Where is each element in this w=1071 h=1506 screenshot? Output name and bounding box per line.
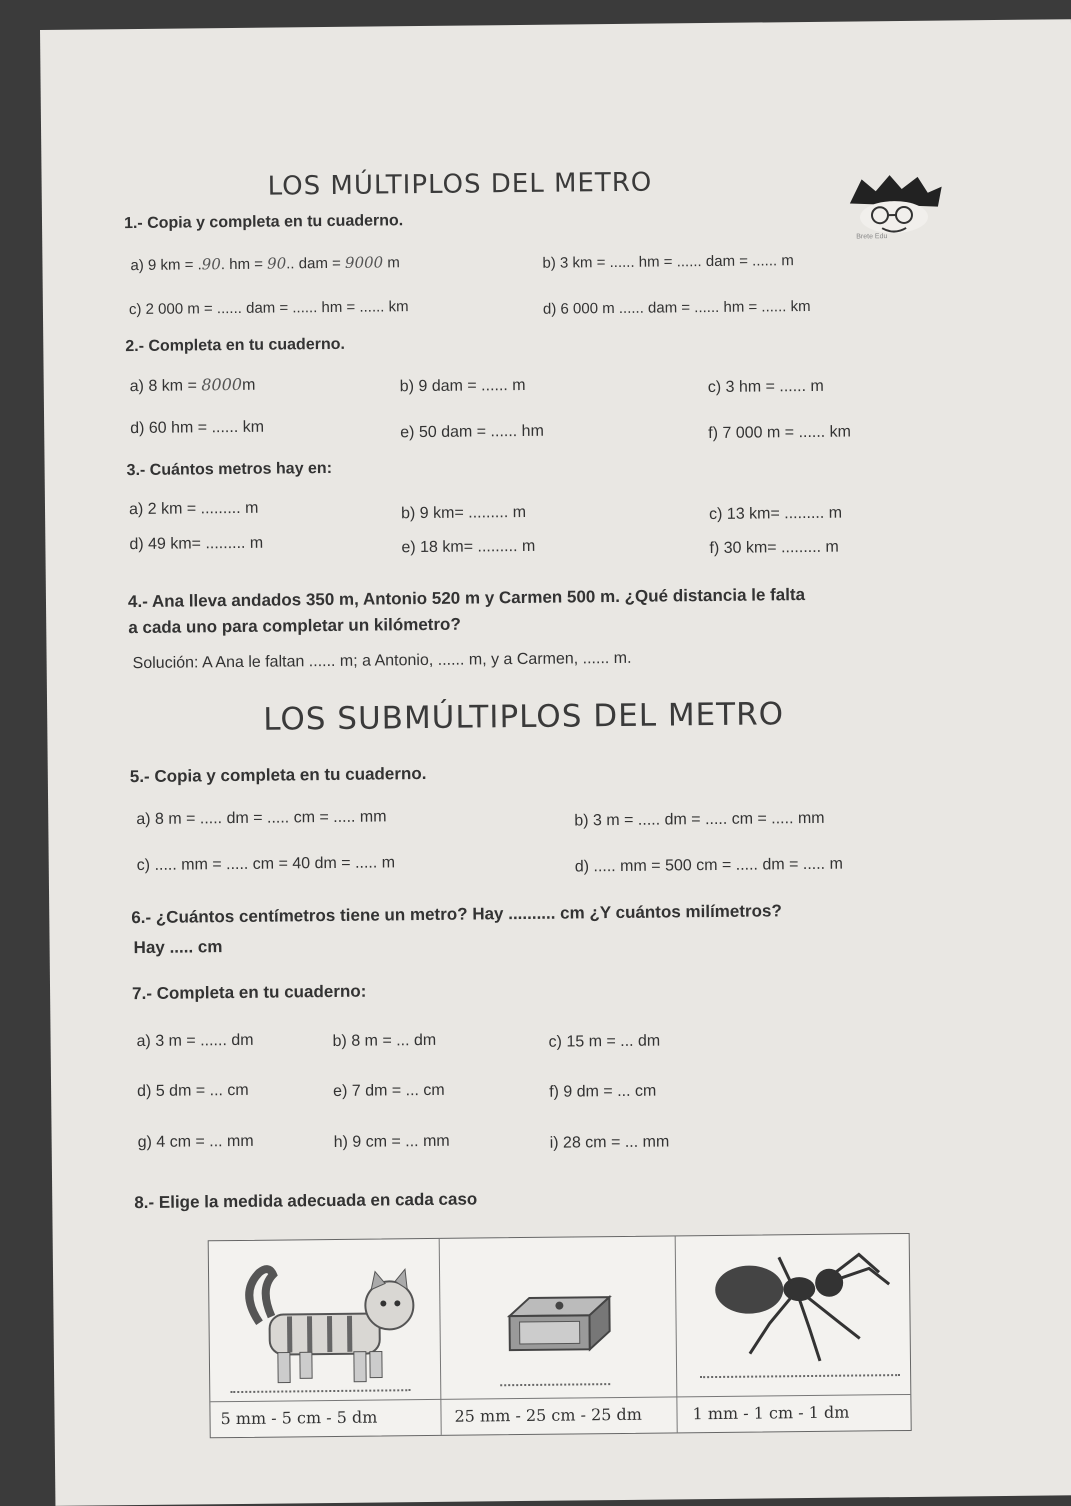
question-4-line1: 4.- Ana lleva andados 350 m, Antonio 520 m y Carmen 500 m. ¿Qué distancia le falta [127,585,806,612]
mascot-face-icon [842,172,953,253]
sharpener-measure-line [500,1383,610,1386]
exercise-7b: b) 8 m = ... dm [332,1031,437,1050]
handwritten-answer: 8000 [201,374,243,395]
worksheet-page [40,19,1071,1506]
exercise-2b: b) 9 dam = ...... m [399,376,526,396]
exercise-3c: c) 13 km= ......... m [709,504,843,524]
exercise-1b: b) 3 km = ...... hm = ...... dam = ...... m [542,252,794,272]
exercise-2c: c) 3 hm = ...... m [707,377,824,397]
exercise-3b: b) 9 km= ......... m [400,503,527,523]
exercise-3e: e) 18 km= ......... m [401,537,536,557]
exercise-1a: a) 9 km = .90. hm = 90.. dam = 9000 m [130,253,400,275]
exercise-2f: f) 7 000 m = ...... km [708,423,852,443]
title-multiplos: LOS MÚLTIPLOS DEL METRO [267,167,653,202]
question-6-line1: 6.- ¿Cuántos centímetros tiene un metro? Hay .......... cm ¿Y cuántos milímetros? [131,901,782,928]
question-2: 2.- Completa en tu cuaderno. [125,335,345,356]
exercise-2d: d) 60 hm = ...... km [130,418,265,438]
question-8: 8.- Elige la medida adecuada en cada caso [134,1189,478,1213]
mascot-illustration [842,172,953,253]
option-ant: 1 mm - 1 cm - 1 dm [692,1402,850,1424]
ant-measure-line [700,1374,900,1378]
question-6-line2: Hay ..... cm [133,937,223,958]
cat-icon [229,1251,430,1393]
exercise-3d: d) 49 km= ......... m [129,534,264,554]
exercise-7a: a) 3 m = ...... dm [136,1031,254,1051]
exercise-5d: d) ..... mm = 500 cm = ..... dm = ..... m [574,855,843,876]
question-7: 7.- Completa en tu cuaderno: [131,981,367,1004]
option-cat: 5 mm - 5 cm - 5 dm [220,1407,378,1429]
exercise-7e: e) 7 dm = ... cm [333,1081,445,1100]
exercise-5b: b) 3 m = ..... dm = ..... cm = ..... mm [574,809,825,830]
solution-4: Solución: A Ana le faltan ...... m; a Antonio, ...... m, y a Carmen, ...... m. [132,649,632,673]
measure-choice-table [208,1233,912,1438]
handwritten-answer: 90 [267,254,287,273]
exercise-3a: a) 2 km = ......... m [128,499,259,519]
exercise-1d: d) 6 000 m ...... dam = ...... hm = ...... km [542,297,811,318]
ant-icon [699,1242,900,1374]
exercise-3f: f) 30 km= ......... m [709,538,839,558]
exercise-2e: e) 50 dam = ...... hm [400,422,544,442]
exercise-7h: h) 9 cm = ... mm [333,1132,450,1151]
mascot-caption: Brete Edu [856,233,888,241]
question-5: 5.- Copia y completa en tu cuaderno. [129,763,427,787]
exercise-5c: c) ..... mm = ..... cm = 40 dm = ..... m [136,854,396,875]
exercise-5a: a) 8 m = ..... dm = ..... cm = ..... mm [136,808,387,829]
exercise-2a: a) 8 km = 8000m [129,374,256,396]
exercise-7f: f) 9 dm = ... cm [549,1082,657,1101]
title-submultiplos: LOS SUBMÚLTIPLOS DEL METRO [263,696,785,738]
handwritten-answer: 90 [201,255,221,274]
exercise-7d: d) 5 dm = ... cm [137,1081,249,1101]
exercise-7i: i) 28 cm = ... mm [549,1133,670,1152]
exercise-1c: c) 2 000 m = ...... dam = ...... hm = ...... km [128,298,409,319]
question-3: 3.- Cuántos metros hay en: [126,459,333,480]
option-sharpener: 25 mm - 25 cm - 25 dm [454,1404,643,1426]
question-1: 1.- Copia y completa en tu cuaderno. [123,212,404,233]
exercise-7c: c) 15 m = ... dm [548,1032,661,1051]
exercise-7g: g) 4 cm = ... mm [137,1132,254,1152]
question-4-line2: a cada uno para completar un kilómetro? [128,614,461,638]
handwritten-answer: 9000 [344,253,384,272]
sharpener-icon [499,1285,620,1366]
